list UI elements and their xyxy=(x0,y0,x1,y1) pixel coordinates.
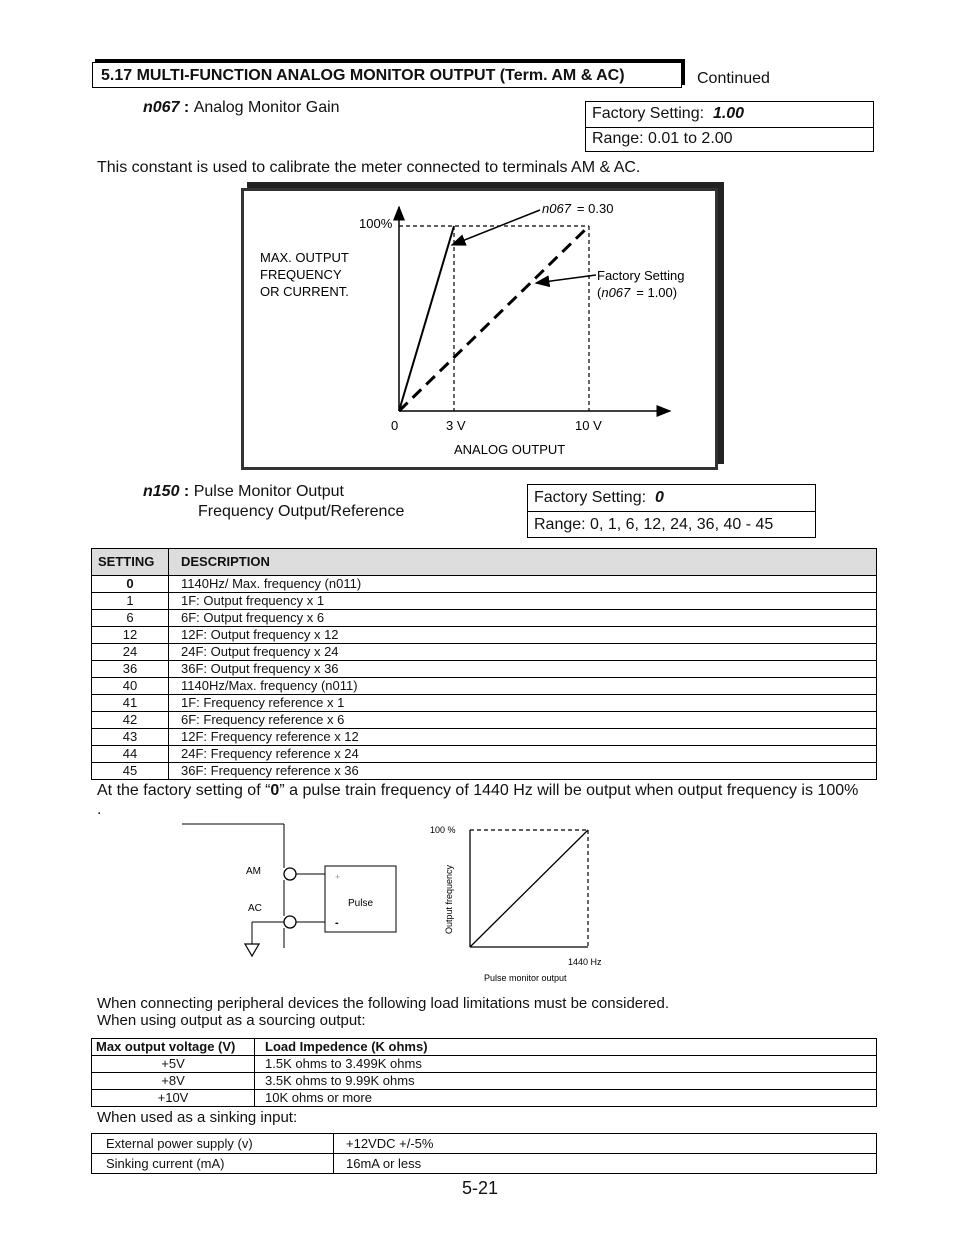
settings-row xyxy=(92,712,877,729)
x-label-3v: 3 V xyxy=(446,418,466,433)
setting-description: 6F: Output frequency x 6 xyxy=(169,610,877,627)
sink-value: +12VDC +/-5% xyxy=(334,1134,877,1154)
setting-description: 1140Hz/ Max. frequency (n011) xyxy=(169,576,877,593)
n150-factory-value: 0 xyxy=(654,489,664,506)
settings-row xyxy=(92,695,877,712)
pulse-label: Pulse xyxy=(348,898,374,909)
setting-value: 6 xyxy=(92,610,169,627)
am-label: AM xyxy=(246,866,261,877)
n150-factory-label: Factory Setting: xyxy=(534,489,647,506)
settings-row xyxy=(92,593,877,610)
load-voltage: +5V xyxy=(92,1056,255,1073)
n067-description: This constant is used to calibrate the meter connected to terminals AM & AC. xyxy=(97,159,641,176)
setting-value: 42 xyxy=(92,712,169,729)
n067-name: Analog Monitor Gain xyxy=(193,99,340,116)
sink-parameter: External power supply (v) xyxy=(92,1134,334,1154)
ylabel-line2: FREQUENCY xyxy=(260,267,342,282)
setting-description: 12F: Frequency reference x 12 xyxy=(169,729,877,746)
setting-col-header: SETTING xyxy=(92,549,169,576)
settings-header-row xyxy=(92,549,877,576)
setting-description: 24F: Frequency reference x 24 xyxy=(169,746,877,763)
setting-value: 41 xyxy=(92,695,169,712)
sink-row xyxy=(92,1154,877,1174)
n067-settings-box xyxy=(585,101,874,152)
gain-figure xyxy=(241,188,718,470)
settings-row xyxy=(92,746,877,763)
settings-row xyxy=(92,763,877,780)
load-header-row xyxy=(92,1039,877,1056)
n150-range: Range: 0, 1, 6, 12, 24, 36, 40 - 45 xyxy=(528,511,815,537)
sink-row xyxy=(92,1134,877,1154)
setting-value: 40 xyxy=(92,678,169,695)
load-impedance: 10K ohms or more xyxy=(255,1090,877,1107)
x-axis-title: ANALOG OUTPUT xyxy=(454,442,566,457)
n067-factory-label: Factory Setting: xyxy=(592,105,705,123)
setting-description: 36F: Output frequency x 36 xyxy=(169,661,877,678)
load-voltage: +8V xyxy=(92,1073,255,1090)
setting-value: 12 xyxy=(92,627,169,644)
factory-note-bold: 0 xyxy=(270,782,280,799)
ylabel-line3: OR CURRENT. xyxy=(260,284,349,299)
graph-linear-line xyxy=(470,830,588,947)
load-table xyxy=(91,1038,877,1107)
setting-value: 36 xyxy=(92,661,169,678)
description-col-header: DESCRIPTION xyxy=(169,549,877,576)
n067-factory-row xyxy=(586,102,873,127)
n150-name-line2: Frequency Output/Reference xyxy=(198,503,405,520)
graph-y-top: 100 % xyxy=(430,825,456,835)
ground-icon xyxy=(245,944,259,956)
graph-x-right: 1440 Hz xyxy=(568,957,602,967)
annot2-line2: (n067 = 1.00) xyxy=(597,285,678,300)
setting-value: 1 xyxy=(92,593,169,610)
am-terminal xyxy=(284,868,296,880)
sink-table xyxy=(91,1133,877,1174)
page-number: 5-21 xyxy=(462,1178,499,1198)
minus-sign: - xyxy=(335,917,339,929)
factory-note xyxy=(97,781,867,819)
settings-row xyxy=(92,661,877,678)
n150-settings-box xyxy=(527,484,816,538)
x-label-0: 0 xyxy=(391,418,399,433)
n150-heading xyxy=(143,483,344,501)
setting-description: 24F: Output frequency x 24 xyxy=(169,644,877,661)
load-impedance: 3.5K ohms to 9.99K ohms xyxy=(255,1073,877,1090)
settings-row xyxy=(92,576,877,593)
ac-terminal xyxy=(284,916,296,928)
settings-row xyxy=(92,729,877,746)
graph-ylabel: Output frequency xyxy=(444,864,454,934)
setting-value: 45 xyxy=(92,763,169,780)
settings-row xyxy=(92,644,877,661)
setting-description: 1140Hz/Max. frequency (n011) xyxy=(169,678,877,695)
n150-name-line1: Pulse Monitor Output xyxy=(193,483,344,500)
settings-table xyxy=(91,548,877,780)
load-voltage: +10V xyxy=(92,1090,255,1107)
setting-description: 1F: Output frequency x 1 xyxy=(169,593,877,610)
n067-heading xyxy=(143,99,340,117)
ac-label: AC xyxy=(248,903,262,914)
setting-description: 12F: Output frequency x 12 xyxy=(169,627,877,644)
load-row xyxy=(92,1090,877,1107)
factory-note-pre: At the factory setting of “ xyxy=(97,782,271,799)
load-impedance: 1.5K ohms to 3.499K ohms xyxy=(255,1056,877,1073)
annot2-line1: Factory Setting xyxy=(597,268,685,283)
n150-code: n150 xyxy=(143,483,180,500)
annot2-arrow xyxy=(536,275,596,283)
n067-sep: : xyxy=(179,99,194,116)
continued-label: Continued xyxy=(697,70,770,87)
settings-row xyxy=(92,610,877,627)
factory-note-post: ” a pulse train frequency of 1440 Hz will be output when output frequency is 100% . xyxy=(97,782,859,818)
ylabel-line1: MAX. OUTPUT xyxy=(260,250,349,265)
settings-row xyxy=(92,678,877,695)
load-row xyxy=(92,1056,877,1073)
plus-sign: + xyxy=(335,872,341,882)
n067-range: Range: 0.01 to 2.00 xyxy=(586,127,873,152)
setting-value: 0 xyxy=(92,576,169,593)
voltage-col-header: Max output voltage (V) xyxy=(92,1039,255,1056)
impedance-col-header: Load Impedence (K ohms) xyxy=(255,1039,877,1056)
sink-intro: When used as a sinking input: xyxy=(97,1109,298,1126)
load-intro-line2: When using output as a sourcing output: xyxy=(97,1012,366,1029)
sink-value: 16mA or less xyxy=(334,1154,877,1174)
y-top-label: 100% xyxy=(359,216,393,231)
n150-factory-row xyxy=(528,485,815,511)
load-row xyxy=(92,1073,877,1090)
pulse-figure xyxy=(170,818,620,990)
setting-value: 43 xyxy=(92,729,169,746)
sink-parameter: Sinking current (mA) xyxy=(92,1154,334,1174)
x-label-10v: 10 V xyxy=(575,418,602,433)
graph-xlabel: Pulse monitor output xyxy=(484,973,567,983)
n150-sep: : xyxy=(179,483,194,500)
section-title: 5.17 MULTI-FUNCTION ANALOG MONITOR OUTPUT (Term. AM & AC) xyxy=(92,62,682,88)
setting-description: 36F: Frequency reference x 36 xyxy=(169,763,877,780)
setting-description: 6F: Frequency reference x 6 xyxy=(169,712,877,729)
setting-value: 24 xyxy=(92,644,169,661)
settings-row xyxy=(92,627,877,644)
n067-factory-value: 1.00 xyxy=(712,105,745,123)
setting-description: 1F: Frequency reference x 1 xyxy=(169,695,877,712)
annot1: n067 = 0.30 xyxy=(542,201,614,216)
load-intro-line1: When connecting peripheral devices the following load limitations must be considered. xyxy=(97,995,669,1012)
n067-code: n067 xyxy=(143,99,180,116)
annot1-arrow xyxy=(452,210,540,245)
gain-chart xyxy=(244,191,715,467)
setting-value: 44 xyxy=(92,746,169,763)
